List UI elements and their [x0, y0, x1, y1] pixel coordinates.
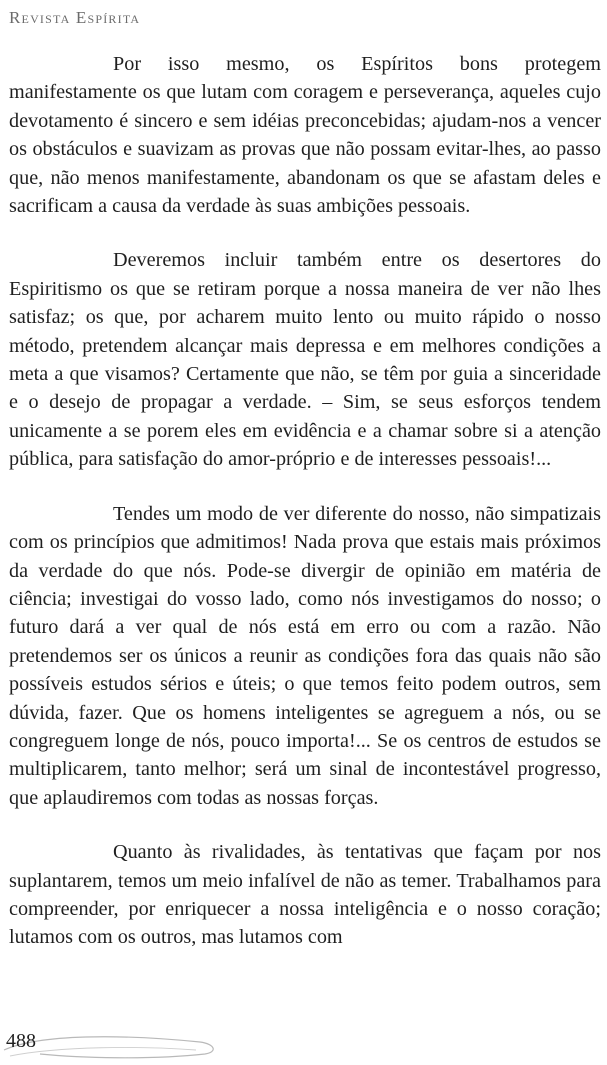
paragraph: Quanto às rivalidades, às tentativas que façam por nos suplantarem, temos um meio infalível de não as temer. Trabalhamos para compreender, por enriquecer a nossa inteligência e o nosso coração; lutamos com os outros, mas lutamos com	[9, 841, 601, 949]
paragraph: Deveremos incluir também entre os desertores do Espiritismo os que se retiram porque a nossa maneira de ver não lhes satisfaz; os que, por acharem muito lento ou muito rápido o nosso método, pretendem alcançar mais depressa e em melhores condições a meta a que visamos? Certamente que não, se têm por guia a sinceridade e o desejo de propagar a verdade. – Sim, se seus esforços tendem unicamente a se porem eles em evidência e a chamar sobre si a atenção pública, para satisfação do amor-próprio e de interesses pessoais!...	[9, 249, 601, 471]
paragraph: Por isso mesmo, os Espíritos bons protegem manifestamente os que lutam com coragem e perseverança, aqueles cujo devotamento é sincero e sem idéias preconcebidas; ajudam-nos a vencer os obstáculos e suavizam as provas que não possam evitar-lhes, ao passo que, não menos manifestamente, abandonam os que se afastam deles e sacrificam a causa da verdade às suas ambições pessoais.	[9, 53, 601, 218]
running-header: Revista Espírita	[9, 8, 141, 27]
body-text	[9, 50, 601, 978]
page-number: 488	[6, 1030, 36, 1052]
paragraph: Tendes um modo de ver diferente do nosso, não simpatizais com os princípios que admitimos! Nada prova que estais mais próximos da verdade do que nós. Pode-se divergir de opinião em matéria de ciência; investigai do vosso lado, como nós investigamos do nosso; o futuro dará a ver qual de nós está em erro ou com a razão. Não pretendemos ser os únicos a reunir as condições fora das quais não são possíveis estudos sérios e úteis; o que temos feito podem outros, sem dúvida, fazer. Que os homens inteligentes se agreguem a nós, ou se congreguem longe de nós, pouco importa!... Se os centros de estudos se multiplicarem, tanto melhor; será um sinal de incontestável progresso, que aplaudiremos com todas as nossas forças.	[9, 502, 601, 809]
